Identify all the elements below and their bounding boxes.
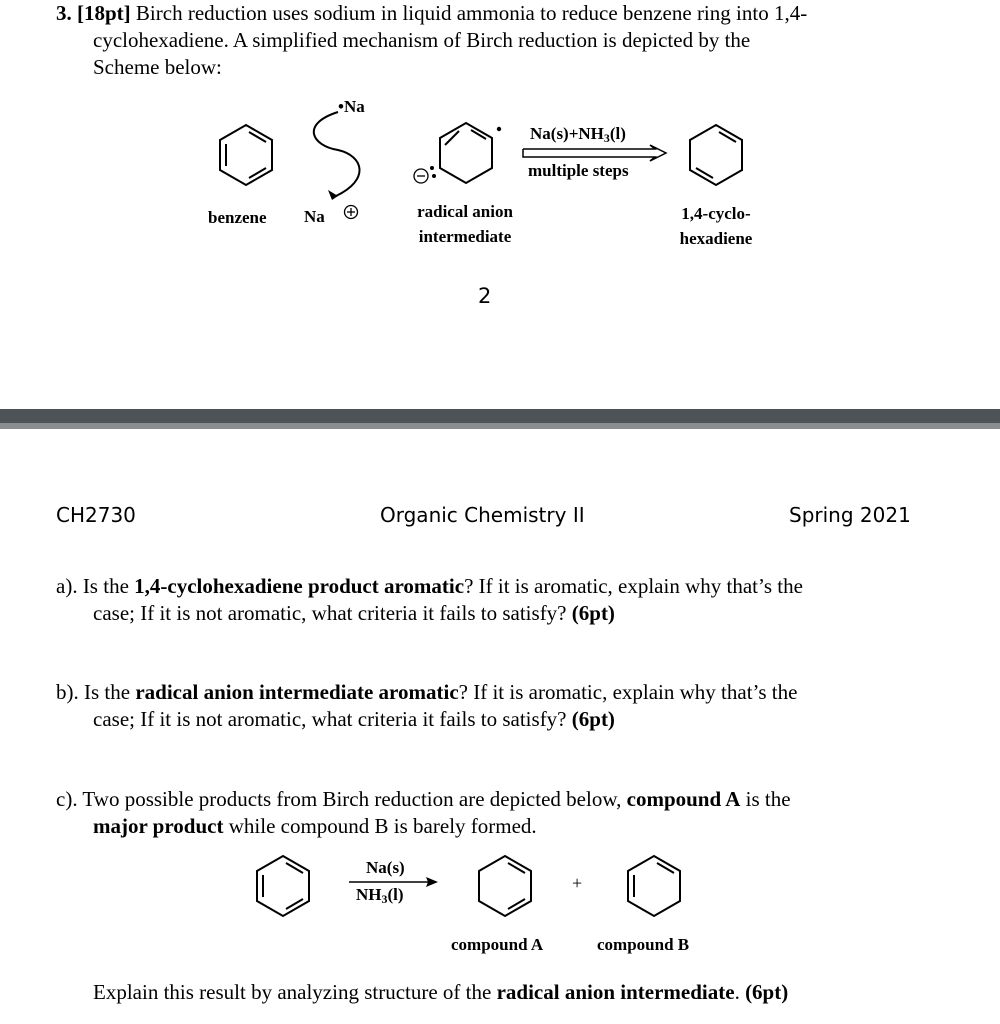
reagent-top-prefix: Na(s)+NH	[530, 124, 604, 143]
benzene-structure	[220, 125, 272, 185]
scheme2-reagent-top: Na(s)	[366, 858, 405, 877]
part-a-line-2: case; If it is not aromatic, what criteria it fails to satisfy?	[93, 601, 572, 625]
part-b-line-2: case; If it is not aromatic, what criteria it fails to satisfy?	[93, 707, 572, 731]
part-c-post: while compound B is barely formed.	[223, 814, 537, 838]
part-a-post: ? If it is aromatic, explain why that’s the	[464, 574, 803, 598]
page-number: 2	[478, 284, 492, 308]
question-intro-line-1: Birch reduction uses sodium in liquid ammonia to reduce benzene ring into 1,4-	[130, 1, 808, 25]
scheme2-reagent-bottom-subscript: 3	[381, 891, 388, 906]
radical-anion-label-line-1: radical anion	[417, 202, 513, 221]
reagent-top-suffix: (l)	[609, 124, 626, 143]
radical-anion-label-line-2: intermediate	[418, 227, 512, 246]
compound-a-label: compound A	[451, 935, 544, 954]
reagent-top-subscript: 3	[603, 130, 610, 145]
final-post: .	[734, 980, 746, 1004]
cyclohexadiene-label-line-1: 1,4-cyclo-	[681, 204, 751, 223]
compound-b-structure	[628, 856, 680, 916]
cyclohexadiene-structure	[690, 125, 742, 185]
lone-pair-dot-icon	[430, 166, 434, 170]
question-number: 3.	[56, 1, 72, 25]
reaction-arrow	[523, 145, 666, 161]
final-bold: radical anion intermediate	[496, 980, 735, 1004]
course-title: Organic Chemistry II	[380, 503, 585, 527]
plus-sign: +	[572, 873, 583, 893]
cyclohexadiene-label-line-2: hexadiene	[679, 229, 753, 248]
part-a-pre: a). Is the	[56, 574, 135, 598]
term: Spring 2021	[789, 503, 911, 527]
radical-dot-icon	[497, 127, 501, 131]
part-b-bold: radical anion intermediate aromatic	[135, 680, 459, 704]
question-points: [18pt]	[77, 1, 131, 25]
question-intro-line-2: cyclohexadiene. A simplified mechanism of Birch reduction is depicted by the	[93, 28, 751, 52]
sodium-cation-label: Na	[304, 207, 325, 226]
reagent-top-label	[530, 124, 626, 144]
question-intro-line-3: Scheme below:	[93, 55, 222, 79]
part-c-bold-1: compound A	[626, 787, 741, 811]
final-points: (6pt)	[745, 980, 789, 1004]
part-b-pre: b). Is the	[56, 680, 136, 704]
lone-pair-dot-icon	[432, 174, 436, 178]
scheme2-reagent-bottom	[356, 885, 404, 905]
benzene-reactant-structure	[257, 856, 309, 916]
part-a-bold: 1,4-cyclohexadiene product aromatic	[134, 574, 465, 598]
scheme2-reagent-bottom-prefix: NH	[356, 885, 382, 904]
compound-a-structure	[479, 856, 531, 916]
final-question	[93, 979, 993, 1006]
part-a-points: (6pt)	[571, 601, 615, 625]
cyclohexadiene-label	[658, 201, 774, 251]
part-b-post: ? If it is aromatic, explain why that’s the	[458, 680, 798, 704]
final-pre: Explain this result by analyzing structure of the	[93, 980, 497, 1004]
reagent-bottom-label: multiple steps	[528, 161, 629, 180]
compound-b-label: compound B	[597, 935, 690, 954]
page-divider	[0, 409, 1000, 429]
electron-transfer-arrow	[314, 112, 360, 196]
part-c-mid: is the	[740, 787, 791, 811]
part-c-bold-2: major product	[93, 814, 224, 838]
benzene-label: benzene	[208, 208, 267, 227]
course-code: CH2730	[56, 503, 136, 527]
part-b	[56, 679, 976, 733]
part-c	[56, 786, 976, 840]
sodium-radical-label: •Na	[338, 97, 365, 116]
part-b-points: (6pt)	[571, 707, 615, 731]
part-a	[56, 573, 976, 627]
part-c-pre: c). Two possible products from Birch reduction are depicted below,	[56, 787, 627, 811]
scheme2-reagent-bottom-suffix: (l)	[387, 885, 404, 904]
radical-anion-label	[398, 199, 532, 249]
radical-anion-structure	[440, 123, 492, 183]
